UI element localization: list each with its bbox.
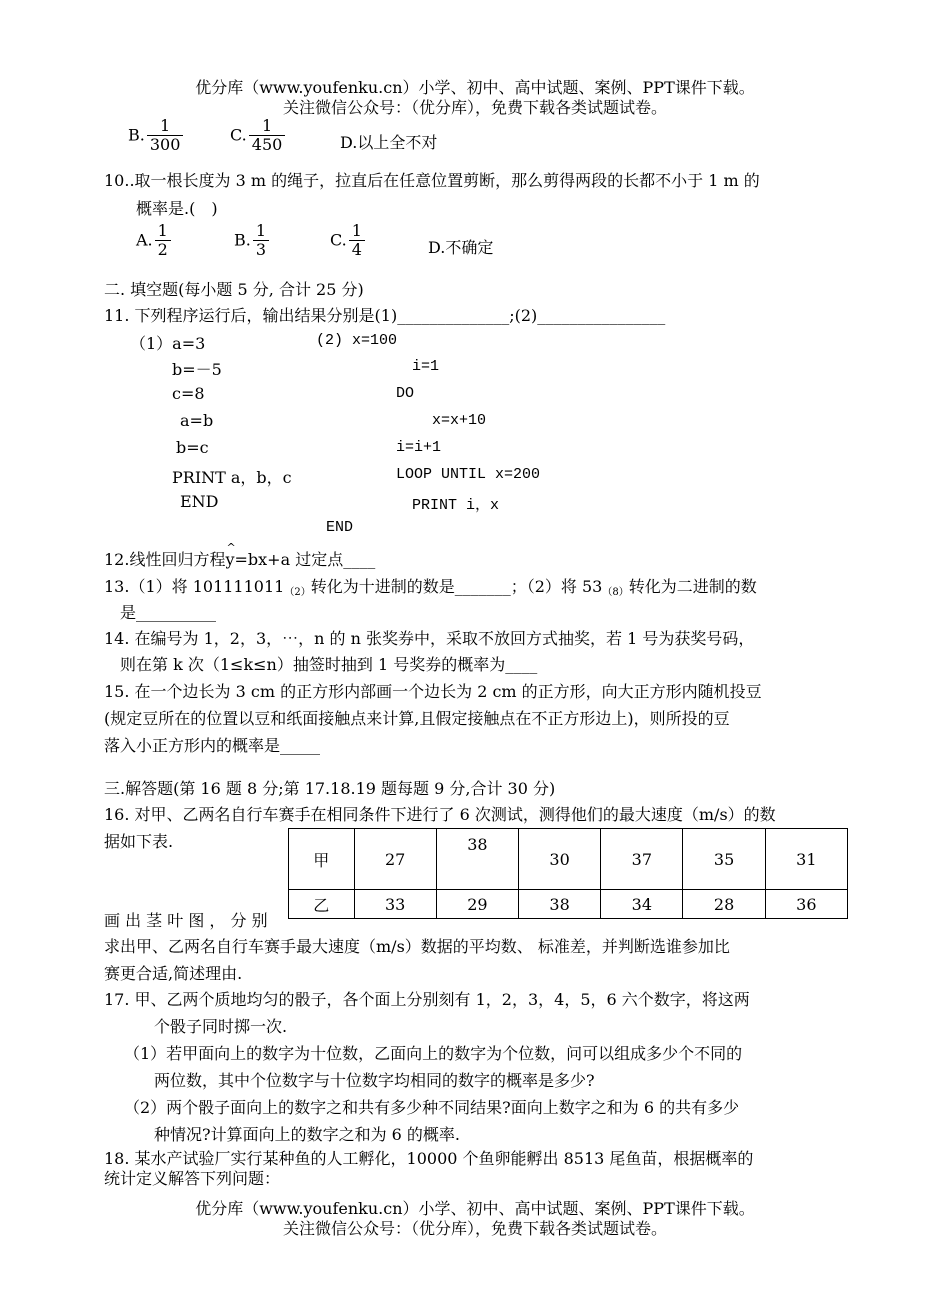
- table-cell: 38: [436, 829, 518, 890]
- page-footer-line1: 优分库（www.youfenku.cn）小学、初中、高中试题、案例、PPT课件下载。: [195, 1199, 755, 1218]
- q16-stem-line4: 求出甲、乙两名自行车赛手最大速度（m/s）数据的平均数、 标准差，并判断选谁参加比: [104, 937, 730, 956]
- table-cell: 29: [436, 890, 518, 919]
- section-solutions-heading: 三.解答题(第 16 题 8 分;第 17.18.19 题每题 9 分,合计 30 分): [104, 779, 556, 798]
- page-header-line2: 关注微信公众号：（优分库），免费下载各类试题试卷。: [282, 98, 667, 117]
- q12-stem: 12.线性回归方程^ y=bx+a 过定点____: [104, 547, 375, 570]
- q11-program1-line: a=b: [180, 411, 214, 430]
- q11-program2-line: x=x+10: [432, 412, 487, 429]
- q11-program1-line: c=8: [172, 384, 205, 403]
- q15-stem: 15. 在一个边长为 3 cm 的正方形内部画一个边长为 2 cm 的正方形，向大正方形内随机投豆: [104, 682, 762, 701]
- table-cell: 35: [683, 829, 765, 890]
- table-cell: 31: [765, 829, 847, 890]
- section-fill-in-heading: 二. 填空题(每小题 5 分, 合计 25 分): [104, 280, 364, 299]
- q16-stem-line2: 据如下表.: [104, 832, 174, 851]
- q10-option-c: C. $\frac{1}{4}$: [330, 222, 367, 260]
- q10-option-a: A. $\frac{1}{2}$: [136, 222, 173, 260]
- q11-program2-line: i=1: [412, 358, 440, 375]
- q17-part1-line2: 两位数，其中个位数字与十位数字均相同的数字的概率是多少?: [154, 1071, 595, 1090]
- table-row-label: 甲: [289, 829, 355, 890]
- q13-stem-line2: 是__________: [120, 603, 217, 622]
- table-cell: 36: [765, 890, 847, 919]
- q11-program1-label: （1）a=3: [130, 334, 206, 353]
- q10-stem-line2: 概率是.( ): [136, 199, 218, 218]
- q18-stem: 18. 某水产试验厂实行某种鱼的人工孵化，10000 个鱼卵能孵出 8513 尾鱼苗，根据概率的: [104, 1149, 754, 1168]
- q16-stem-line5: 赛更合适,简述理由.: [104, 964, 243, 983]
- q11-program2-line: END: [326, 519, 354, 536]
- q15-stem-line2: (规定豆所在的位置以豆和纸面接触点来计算,且假定接触点在不正方形边上)，则所投的豆: [104, 709, 730, 728]
- q9-option-c: C. $\frac{1}{450}$: [230, 117, 287, 155]
- q17-part2-line2: 种情况?计算面向上的数字之和为 6 的概率.: [154, 1125, 461, 1144]
- q9-option-b: B. $\frac{1}{300}$: [128, 117, 185, 155]
- q14-stem-line2: 则在第 k 次（1≤k≤n）抽签时抽到 1 号奖券的概率为____: [120, 655, 538, 674]
- q17-stem: 17. 甲、乙两个质地均匀的骰子，各个面上分别刻有 1，2，3，4，5，6 六个数字，将这两: [104, 990, 750, 1009]
- table-cell: 34: [601, 890, 683, 919]
- q10-option-d: D.不确定: [428, 238, 494, 257]
- table-cell: 33: [354, 890, 436, 919]
- page-header-line1: 优分库（www.youfenku.cn）小学、初中、高中试题、案例、PPT课件下载。: [195, 78, 755, 97]
- q16-stem: 16. 对甲、乙两名自行车赛手在相同条件下进行了 6 次测试，测得他们的最大速度（m/s）的数: [104, 805, 776, 824]
- q17-stem-line2: 个骰子同时掷一次.: [154, 1017, 288, 1036]
- q11-program1-line: PRINT a，b，c: [172, 468, 292, 487]
- q17-part2: （2）两个骰子面向上的数字之和共有多少种不同结果?面向上数字之和为 6 的共有多少: [124, 1098, 740, 1117]
- table-cell: 37: [601, 829, 683, 890]
- q11-program2-line: i=i+1: [396, 439, 442, 456]
- q11-program1-line: b=c: [176, 438, 209, 457]
- table-cell: 28: [683, 890, 765, 919]
- q14-stem: 14. 在编号为 1，2，3，⋯，n 的 n 张奖券中，采取不放回方式抽奖，若 1 号为获奖号码，: [104, 629, 755, 648]
- q13-stem: 13.（1）将 $101111011_{(2)}$转化为十进制的数是_______；（2）将 $53_{(8)}$转化为二进制的数: [104, 577, 757, 598]
- table-cell: 27: [354, 829, 436, 890]
- table-row: [289, 890, 848, 919]
- speed-data-table: [288, 828, 848, 919]
- q16-stem-line3: 画 出 茎 叶 图 ， 分 别: [104, 911, 268, 930]
- y-hat-symbol: ^ y: [225, 550, 234, 569]
- q11-program2-line: DO: [396, 385, 415, 402]
- q17-part1: （1）若甲面向上的数字为十位数，乙面向上的数字为个位数，问可以组成多少个不同的: [124, 1044, 743, 1063]
- table-row-label: 乙: [289, 890, 355, 919]
- q11-stem: 11. 下列程序运行后，输出结果分别是(1)______________;(2)________________: [104, 306, 666, 325]
- page-footer-line2: 关注微信公众号：（优分库），免费下载各类试题试卷。: [282, 1219, 667, 1238]
- q11-program2-line: PRINT i，x: [412, 497, 500, 514]
- q11-program2-label: (2) x=100: [316, 332, 398, 349]
- q11-program1-line: END: [180, 492, 219, 511]
- table-cell: 30: [518, 829, 600, 890]
- q18-stem-line2: 统计定义解答下列问题：: [104, 1169, 281, 1188]
- q10-stem: 10..取一根长度为 3 m 的绳子，拉直后在任意位置剪断，那么剪得两段的长都不小于 1 m 的: [104, 171, 760, 190]
- q15-stem-line3: 落入小正方形内的概率是_____: [104, 736, 321, 755]
- table-row: [289, 829, 848, 890]
- table-cell: 38: [518, 890, 600, 919]
- q11-program1-line: b=－5: [172, 360, 222, 379]
- q11-program2-line: LOOP UNTIL x=200: [396, 466, 541, 483]
- q9-option-d: D.以上全不对: [340, 133, 438, 152]
- q10-option-b: B. $\frac{1}{3}$: [234, 222, 271, 260]
